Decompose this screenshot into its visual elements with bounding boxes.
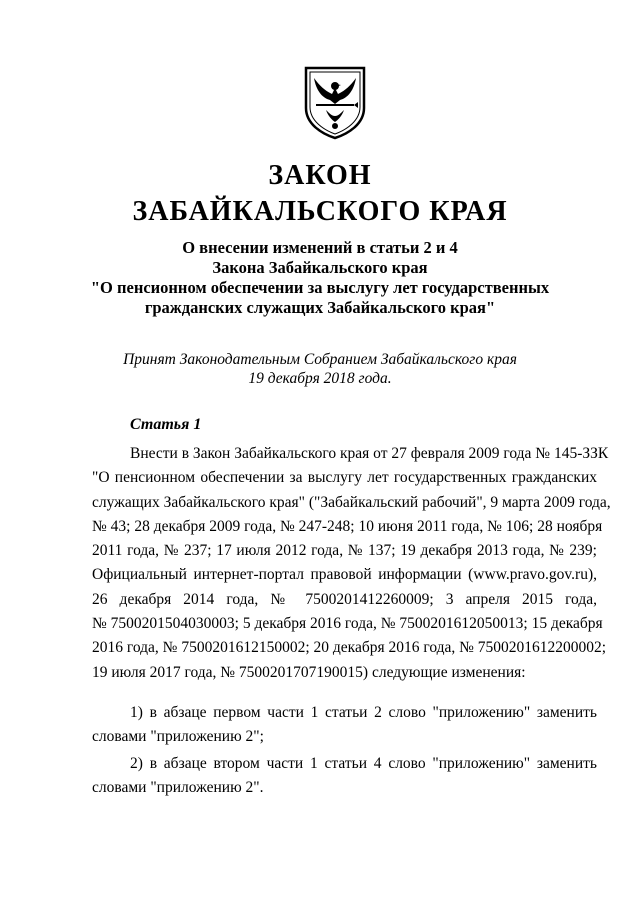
paragraph-line: Внести в Закон Забайкальского края от 27 февраля 2009 года № 145-ЗЗК: [130, 445, 609, 462]
paragraph-line: Официальный интернет-портал правовой информации (www.pravo.gov.ru),: [92, 566, 597, 584]
adoption-note: [0, 350, 640, 388]
subtitle-line: гражданских служащих Забайкальского края": [144, 298, 496, 317]
coat-of-arms-icon: [302, 64, 368, 140]
paragraph-line: 2) в абзаце втором части 1 статьи 4 слово "приложению" заменить: [130, 755, 597, 772]
amendment-item-2: [92, 752, 597, 801]
paragraph-line: № 7500201504030003; 5 декабря 2016 года, № 7500201612050013; 15 декабря: [92, 615, 603, 633]
paragraph-line: словами "приложению 2";: [92, 728, 264, 746]
subtitle-line: Закона Забайкальского края: [212, 258, 428, 277]
paragraph-line: № 43; 28 декабря 2009 года, № 247-248; 10 июня 2011 года, № 106; 28 ноября: [92, 517, 603, 535]
document-region: ЗАБАЙКАЛЬСКОГО КРАЯ: [132, 196, 508, 227]
article-paragraph: [92, 442, 611, 685]
paragraph-line: 2016 года, № 7500201612150002; 20 декабря 2016 года, № 7500201612200002;: [92, 639, 607, 657]
document-subtitle: [0, 238, 640, 318]
paragraph-line: "О пенсионном обеспечении за выслугу лет государственных гражданских: [92, 469, 597, 487]
adoption-line: Принят Законодательным Собранием Забайкальского края: [123, 351, 517, 368]
paragraph-line: 2011 года, № 237; 17 июля 2012 года, № 137; 19 декабря 2013 года, № 239;: [92, 542, 597, 560]
paragraph-line: словами "приложению 2".: [92, 779, 264, 797]
amendment-item-1: [92, 701, 597, 750]
paragraph-line: 26 декабря 2014 года, № 7500201412260009; 3 апреля 2015 года,: [92, 590, 597, 608]
article-heading: Статья 1: [130, 416, 202, 433]
paragraph-line: 19 июля 2017 года, № 7500201707190015) следующие изменения:: [92, 663, 526, 681]
subtitle-line: О внесении изменений в статьи 2 и 4: [182, 238, 458, 257]
subtitle-line: "О пенсионном обеспечении за выслугу лет государственных: [90, 278, 550, 297]
document-title: ЗАКОН: [268, 160, 372, 191]
paragraph-line: 1) в абзаце первом части 1 статьи 2 слово "приложению" заменить: [130, 704, 597, 721]
adoption-date: 19 декабря 2018 года.: [248, 370, 392, 387]
paragraph-line: служащих Забайкальского края" ("Забайкальский рабочий", 9 марта 2009 года,: [92, 493, 611, 511]
